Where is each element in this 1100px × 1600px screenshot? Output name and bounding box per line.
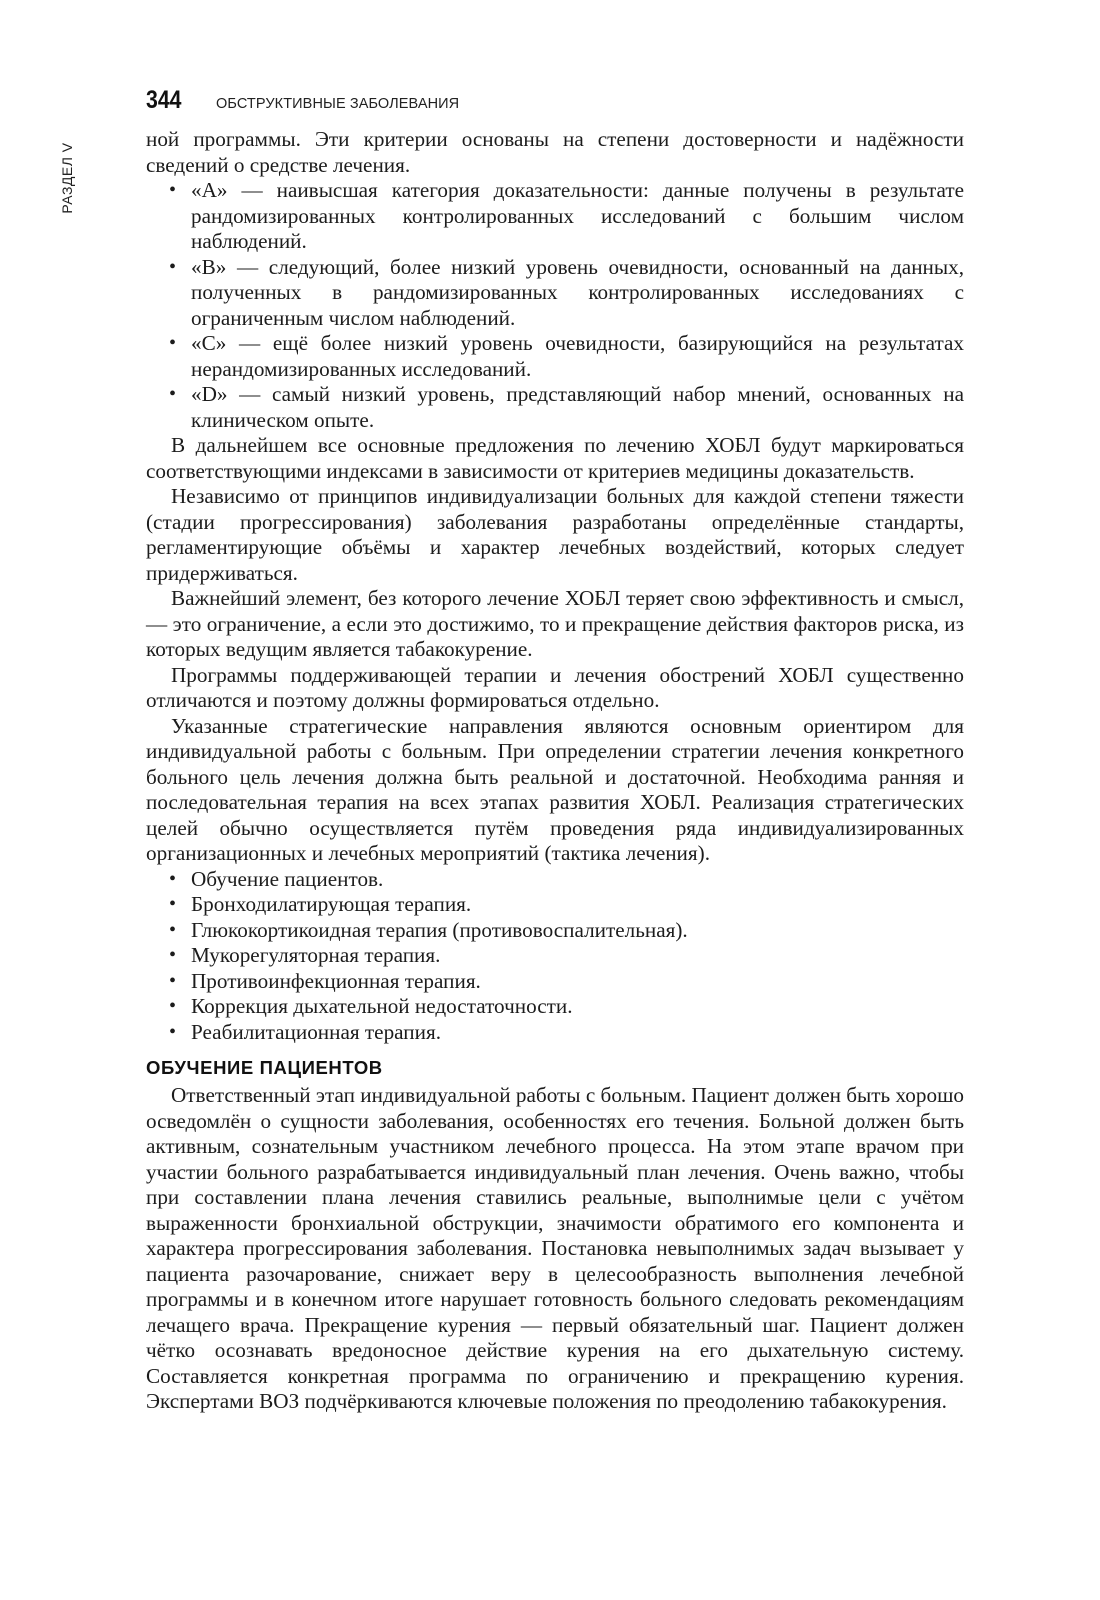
list-item-text: Бронходилатирующая терапия. [191, 892, 472, 916]
list-item [146, 331, 964, 382]
list-item [146, 382, 964, 433]
body-paragraph: Ответственный этап индивидуальной работы с больным. Пациент должен быть хорошо осведомлён о сущности заболевания, особенностях его течения. Больной должен быть активным, сознательным участником лечебного процесса. На этом этапе врачом при участии больного разрабатывается индивидуальный план лечения. Очень важно, чтобы при составлении плана лечения ставились реальные, выполнимые цели с учётом выраженности бронхиальной обструкции, значимости обратимого его компонента и характера прогрессирования заболевания. Постановка невыполнимых задач вызывает у пациента разочарование, снижает веру в целесообразность выполнения лечебной программы и в конечном итоге нарушает готовность больного следовать рекомендациям лечащего врача. Прекращение курения — первый обязательный шаг. Пациент должен чётко осознавать вредоносное действие курения на его дыхательную систему. Составляется конкретная программа по ограничению и прекращению курения. Экспертами ВОЗ подчёркиваются ключевые положения по преодолению табакокурения. [146, 1083, 964, 1413]
running-section-title: ОБСТРУКТИВНЫЕ ЗАБОЛЕВАНИЯ [216, 96, 460, 112]
list-item [146, 918, 964, 944]
bullet-icon: • [169, 969, 177, 992]
section-heading: ОБУЧЕНИЕ ПАЦИЕНТОВ [146, 1057, 383, 1078]
body-paragraph: Программы поддерживающей терапии и лечения обострений ХОБЛ существенно отличаются и поэтому должны формироваться отдельно. [146, 662, 964, 712]
tactics-list [146, 867, 964, 1046]
list-item-text: Мукорегуляторная терапия. [191, 943, 441, 967]
bullet-icon: • [169, 893, 177, 915]
list-item-text: «C» — ещё более низкий уровень очевидности, базирующийся на результатах нерандомизированных исследований. [191, 331, 964, 381]
side-label-text: РАЗДЕЛ V [59, 142, 75, 214]
section-side-label [56, 133, 78, 223]
list-item [146, 255, 964, 332]
bullet-icon: • [169, 944, 177, 966]
list-item-text: Обучение пациентов. [191, 866, 384, 891]
bullet-icon: • [169, 918, 177, 941]
page-number: 344 [146, 86, 182, 114]
list-item [146, 1020, 964, 1046]
page-body [146, 127, 964, 1415]
bullet-icon: • [169, 1020, 177, 1043]
bullet-icon: • [169, 867, 177, 890]
list-item [146, 943, 964, 969]
bullet-icon: • [169, 179, 177, 201]
list-item-text: Глюкокортикоидная терапия (противовоспалительная). [191, 917, 688, 942]
body-paragraph: Независимо от принципов индивидуализации больных для каждой степени тяжести (стадии прогрессирования) заболевания разработаны определённые стандарты, регламентирующие объёмы и характер лечебных воздействий, которых следует придерживаться. [146, 484, 964, 585]
list-item-text: «B» — следующий, более низкий уровень очевидности, основанный на данных, полученных в рандомизированных контролированных исследованиях с ограниченным числом наблюдений. [191, 254, 964, 330]
intro-paragraph: ной программы. Эти критерии основаны на степени достоверности и надёжности сведений о средстве лечения. [146, 127, 964, 177]
bullet-icon: • [169, 383, 177, 405]
list-item-text: Противоинфекционная терапия. [191, 968, 481, 993]
list-item [146, 867, 964, 893]
list-item-text: Коррекция дыхательной недостаточности. [191, 994, 573, 1018]
evidence-levels-list [146, 178, 964, 433]
bullet-icon: • [169, 995, 177, 1017]
list-item-text: Реабилитационная терапия. [191, 1019, 442, 1044]
body-paragraph: В дальнейшем все основные предложения по лечению ХОБЛ будут маркироваться соответствующими индексами в зависимости от критериев медицины доказательств. [146, 433, 964, 483]
list-item [146, 994, 964, 1020]
bullet-icon: • [169, 255, 177, 278]
list-item-text: «A» — наивысшая категория доказательности: данные получены в результате рандомизированных контролированных исследований с большим числом наблюдений. [191, 178, 964, 253]
list-item [146, 892, 964, 918]
running-header [146, 86, 459, 115]
bullet-icon: • [169, 332, 177, 354]
list-item [146, 969, 964, 995]
body-paragraph: Важнейший элемент, без которого лечение ХОБЛ теряет свою эффективность и смысл, — это ограничение, а если это достижимо, то и прекращение действия факторов риска, из которых ведущим является табакокурение. [146, 586, 964, 661]
list-item [146, 178, 964, 255]
list-item-text: «D» — самый низкий уровень, представляющий набор мнений, основанных на клиническом опыте. [191, 382, 964, 432]
body-paragraph: Указанные стратегические направления являются основным ориентиром для индивидуальной работы с больным. При определении стратегии лечения конкретного больного цель лечения должна быть реальной и достаточной. Необходима ранняя и последовательная терапия на всех этапах развития ХОБЛ. Реализация стратегических целей обычно осуществляется путём проведения ряда индивидуализированных организационных и лечебных мероприятий (тактика лечения). [146, 713, 964, 865]
